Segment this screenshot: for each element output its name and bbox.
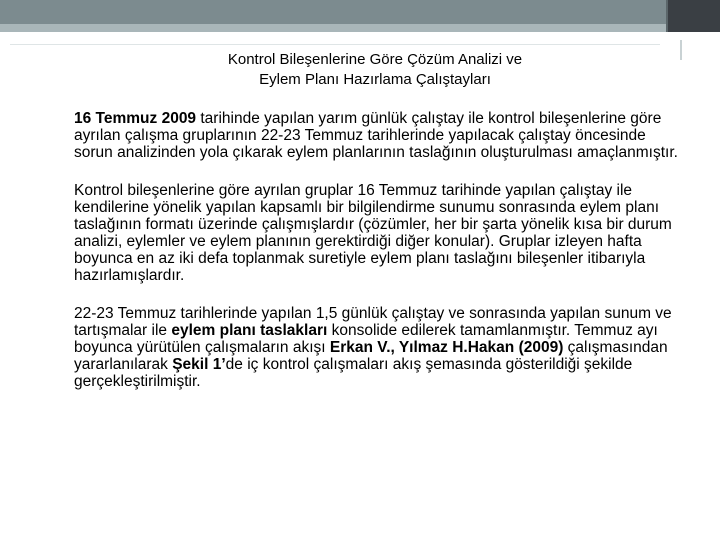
p3-text-2: konsolide edilerek tamamlanmıştır. Temmuz ayı boyunca yürütülen çalışmaların akışı — [74, 322, 658, 356]
p3-text-3: çalışmasından yararlanılarak — [74, 339, 668, 373]
p3-text-4: de iç kontrol çalışmaları akış şemasında gösterildiği şekilde gerçekleştirilmiştir. — [74, 356, 633, 390]
slide-body — [74, 110, 684, 390]
p2-text: Kontrol bileşenlerine göre ayrılan gruplar 16 Temmuz tarihinde yapılan çalıştay ile kendilerine yönelik yapılan kapsamlı bir bilgilendirme sunumu sonrasında eylem planı taslağının formatı üzerinde çalışmışlardır (çözümler, her bir şarta yönelik kısa bir durum analizi, eylemler ve eylem planının gerektirdiği diğer konular). Gruplar izleyen hafta boyunca en az iki defa toplanmak suretiyle eylem planı taslağını bileşenler itibarıyla hazırlamışlardır. — [74, 182, 672, 284]
p1-text: tarihinde yapılan yarım günlük çalıştay ile kontrol bileşenlerine göre ayrılan çalışma gruplarının 22-23 Temmuz tarihlerinde yapılacak çalıştay öncesinde sorun analizinden yola çıkarak eylem planlarının taslağının oluşturulması amaçlanmıştır. — [74, 110, 678, 161]
title-line-1: Kontrol Bileşenlerine Göre Çözüm Analizi ve — [227, 51, 523, 68]
p3-bold-2: Erkan V., Yılmaz H.Hakan (2009) — [329, 339, 564, 356]
top-decorative-stripe — [0, 24, 720, 32]
p3-bold-3: Şekil 1’ — [172, 356, 226, 373]
right-accent-line — [680, 40, 682, 60]
title-line-2: Eylem Planı Hazırlama Çalıştayları — [259, 71, 491, 88]
top-decorative-band — [0, 0, 720, 24]
p3-bold-1: eylem planı taslakları — [171, 322, 328, 339]
paragraph-2 — [74, 182, 684, 284]
top-right-dark-block — [666, 0, 720, 32]
slide-title — [150, 50, 600, 90]
p1-date-bold: 16 Temmuz 2009 — [74, 110, 197, 127]
title-separator — [10, 44, 660, 45]
paragraph-3 — [74, 305, 684, 390]
p3-text-1: 22-23 Temmuz tarihlerinde yapılan 1,5 günlük çalıştay ve sonrasında yapılan sunum ve tartışmalar ile — [74, 305, 672, 339]
paragraph-1 — [74, 110, 684, 161]
